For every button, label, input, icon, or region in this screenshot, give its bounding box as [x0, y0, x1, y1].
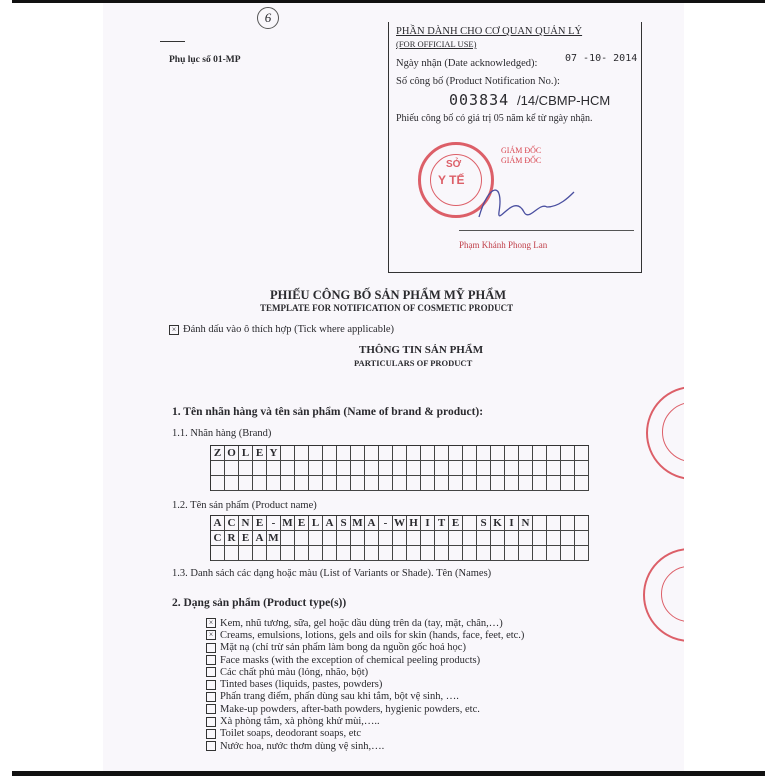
grid-cell: [575, 516, 589, 531]
notification-number: 003834: [449, 91, 510, 109]
grid-cell: [379, 476, 393, 491]
grid-cell: [561, 446, 575, 461]
grid-cell: [533, 476, 547, 491]
product-type-label: Các chất phủ màu (lỏng, nhão, bột): [220, 666, 369, 678]
grid-cell: [295, 531, 309, 546]
product-type-label: Tinted bases (liquids, pastes, powders): [220, 679, 383, 691]
position-title-2: GIÁM ĐỐC: [501, 156, 542, 165]
appendix-label: Phụ lục số 01-MP: [169, 55, 241, 65]
product-name-grid: [210, 515, 589, 561]
grid-cell: [365, 546, 379, 561]
signer-name: Phạm Khánh Phong Lan: [459, 240, 548, 250]
grid-cell: [281, 446, 295, 461]
grid-cell: L: [239, 446, 253, 461]
document-page: [103, 3, 684, 771]
grid-cell: [225, 476, 239, 491]
signature: [469, 172, 579, 232]
grid-cell: [561, 461, 575, 476]
grid-cell: [477, 476, 491, 491]
grid-cell: [309, 546, 323, 561]
grid-cell: [407, 476, 421, 491]
grid-cell: [267, 461, 281, 476]
grid-cell: [281, 546, 295, 561]
grid-cell: [281, 531, 295, 546]
grid-cell: H: [407, 516, 421, 531]
grid-cell: [505, 546, 519, 561]
grid-cell: [533, 446, 547, 461]
signature-line: [459, 230, 634, 231]
product-type-option[interactable]: [206, 654, 524, 666]
checkbox-icon[interactable]: [206, 655, 216, 665]
product-type-option[interactable]: [206, 617, 524, 629]
product-type-option[interactable]: [206, 629, 524, 641]
grid-cell: [379, 461, 393, 476]
seal-text-top: SỞ: [446, 159, 462, 170]
company-seal-1: [646, 386, 684, 480]
grid-cell: [519, 446, 533, 461]
grid-cell: [575, 546, 589, 561]
grid-cell: [253, 461, 267, 476]
grid-cell: [491, 546, 505, 561]
grid-cell: -: [267, 516, 281, 531]
grid-cell: M: [267, 531, 281, 546]
date-value: 07 -10- 2014: [565, 53, 638, 64]
grid-cell: [253, 546, 267, 561]
product-type-label: Xà phòng tắm, xà phòng khử mùi,…..: [220, 716, 380, 728]
grid-cell: [505, 461, 519, 476]
grid-cell: [519, 476, 533, 491]
grid-cell: [421, 476, 435, 491]
checkbox-icon[interactable]: [206, 741, 216, 751]
grid-cell: [337, 461, 351, 476]
product-type-option[interactable]: [206, 715, 524, 727]
grid-cell: K: [491, 516, 505, 531]
grid-cell: [351, 531, 365, 546]
grid-cell: [211, 461, 225, 476]
grid-cell: [365, 531, 379, 546]
grid-cell: [463, 531, 477, 546]
grid-cell: [477, 546, 491, 561]
grid-cell: [295, 476, 309, 491]
product-type-option[interactable]: [206, 691, 524, 703]
product-type-label: Toilet soaps, deodorant soaps, etc: [220, 728, 361, 740]
grid-cell: T: [435, 516, 449, 531]
tick-note-text: Đánh dấu vào ô thích hợp (Tick where applicable): [183, 324, 395, 335]
grid-cell: O: [225, 446, 239, 461]
grid-cell: W: [394, 517, 405, 529]
product-type-label: Make-up powders, after-bath powders, hygienic powders, etc.: [220, 703, 480, 715]
checkbox-icon[interactable]: [206, 717, 216, 727]
grid-cell: [547, 476, 561, 491]
grid-cell: [407, 546, 421, 561]
grid-cell: [393, 531, 407, 546]
grid-cell: [337, 476, 351, 491]
product-type-option[interactable]: [206, 728, 524, 740]
variants-label: 1.3. Danh sách các dạng hoặc màu (List of Variants or Shade). Tên (Names): [172, 568, 492, 579]
grid-cell: [547, 516, 561, 531]
grid-cell: [295, 446, 309, 461]
grid-cell: [547, 461, 561, 476]
grid-cell: [463, 461, 477, 476]
product-type-option[interactable]: [206, 666, 524, 678]
grid-cell: Z: [211, 446, 225, 461]
official-seal-partial: [643, 548, 684, 642]
grid-cell: E: [295, 516, 309, 531]
grid-cell: [449, 461, 463, 476]
grid-cell: [309, 461, 323, 476]
grid-cell: [491, 461, 505, 476]
grid-cell: [337, 446, 351, 461]
grid-cell: [533, 461, 547, 476]
grid-cell: [323, 476, 337, 491]
grid-cell: [421, 461, 435, 476]
grid-cell: [365, 461, 379, 476]
checked-checkbox-icon[interactable]: ×: [206, 630, 216, 640]
grid-cell: [533, 516, 547, 531]
grid-cell: E: [253, 516, 267, 531]
grid-cell: [561, 546, 575, 561]
form-title-en: TEMPLATE FOR NOTIFICATION OF COSMETIC PRODUCT: [260, 303, 514, 313]
grid-cell: [281, 476, 295, 491]
grid-cell: [463, 446, 477, 461]
grid-cell: -: [379, 516, 393, 531]
grid-cell: [393, 461, 407, 476]
product-type-option[interactable]: [206, 703, 524, 715]
grid-cell: M: [351, 516, 365, 531]
grid-cell: [337, 531, 351, 546]
brand-grid: [210, 445, 589, 491]
grid-cell: I: [505, 516, 519, 531]
grid-cell: [449, 531, 463, 546]
grid-cell: [379, 546, 393, 561]
product-type-option[interactable]: [206, 678, 524, 690]
official-use-box: [388, 22, 642, 273]
checkbox-icon[interactable]: [206, 680, 216, 690]
grid-cell: M: [281, 516, 295, 531]
grid-cell: [421, 531, 435, 546]
grid-cell: [267, 476, 281, 491]
grid-cell: [477, 531, 491, 546]
grid-cell: [491, 531, 505, 546]
grid-cell: A: [253, 531, 267, 546]
grid-cell: [561, 476, 575, 491]
grid-cell: [449, 476, 463, 491]
checked-checkbox-icon[interactable]: ×: [206, 618, 216, 628]
position-title-1: GIÁM ĐỐC: [501, 146, 542, 155]
grid-cell: [561, 531, 575, 546]
grid-cell: [407, 446, 421, 461]
grid-cell: [533, 531, 547, 546]
grid-cell: [225, 461, 239, 476]
grid-cell: [435, 546, 449, 561]
notification-suffix: /14/CBMP-HCM: [517, 93, 611, 108]
grid-cell: [421, 446, 435, 461]
product-type-option[interactable]: [206, 642, 524, 654]
grid-cell: [309, 446, 323, 461]
grid-cell: [295, 461, 309, 476]
grid-cell: [365, 476, 379, 491]
grid-cell: E: [253, 446, 267, 461]
grid-cell: [491, 476, 505, 491]
grid-cell: [365, 446, 379, 461]
grid-cell: A: [365, 516, 379, 531]
grid-cell: [575, 476, 589, 491]
grid-cell: [547, 546, 561, 561]
grid-cell: [463, 546, 477, 561]
grid-cell: [505, 446, 519, 461]
grid-cell: [533, 546, 547, 561]
grid-cell: [351, 546, 365, 561]
tick-note: [169, 324, 394, 335]
grid-cell: S: [337, 516, 351, 531]
grid-cell: [225, 546, 239, 561]
official-title: PHẦN DÀNH CHO CƠ QUAN QUẢN LÝ: [396, 26, 583, 37]
grid-cell: [435, 446, 449, 461]
grid-cell: [351, 476, 365, 491]
product-type-label: Kem, nhũ tương, sữa, gel hoặc dầu dùng trên da (tay, mặt, chân,…): [220, 617, 503, 629]
grid-cell: [575, 531, 589, 546]
grid-cell: A: [211, 516, 225, 531]
grid-cell: [519, 461, 533, 476]
grid-cell: [519, 546, 533, 561]
grid-cell: [323, 531, 337, 546]
scribble-line: [160, 41, 185, 42]
grid-cell: [519, 531, 533, 546]
product-type-option[interactable]: [206, 740, 524, 752]
grid-cell: [575, 446, 589, 461]
grid-cell: [379, 446, 393, 461]
validity-note: Phiếu công bố có giá trị 05 năm kể từ ngày nhận.: [396, 113, 593, 124]
product-type-label: Phấn trang điểm, phấn dùng sau khi tắm, bột vệ sinh, ….: [220, 691, 459, 703]
grid-cell: [435, 476, 449, 491]
number-label: Số công bố (Product Notification No.):: [396, 76, 560, 87]
checkbox-icon[interactable]: [206, 729, 216, 739]
grid-cell: A: [323, 516, 337, 531]
grid-cell: [435, 461, 449, 476]
grid-cell: [575, 461, 589, 476]
official-subtitle: (FOR OFFICIAL USE): [396, 39, 477, 49]
grid-cell: [547, 446, 561, 461]
brand-label: 1.1. Nhãn hàng (Brand): [172, 428, 272, 439]
grid-cell: N: [519, 516, 533, 531]
product-type-label: Face masks (with the exception of chemical peeling products): [220, 654, 481, 666]
product-name-label: 1.2. Tên sản phẩm (Product name): [172, 500, 317, 511]
grid-cell: [449, 546, 463, 561]
grid-cell: [561, 516, 575, 531]
grid-cell: [211, 546, 225, 561]
grid-cell: [379, 531, 393, 546]
section-1-title: 1. Tên nhãn hàng và tên sản phẩm (Name of brand & product):: [172, 406, 484, 418]
grid-cell: R: [225, 531, 239, 546]
checkbox-icon[interactable]: [206, 704, 216, 714]
grid-cell: [295, 546, 309, 561]
section-heading-en: PARTICULARS OF PRODUCT: [354, 358, 473, 368]
grid-cell: C: [211, 531, 225, 546]
product-type-label: Creams, emulsions, lotions, gels and oils for skin (hands, face, feet, etc.): [220, 629, 525, 641]
product-type-list: [206, 617, 524, 752]
grid-cell: N: [239, 516, 253, 531]
date-label: Ngày nhận (Date acknowledged):: [396, 58, 538, 69]
grid-cell: [449, 446, 463, 461]
grid-cell: [253, 476, 267, 491]
seal-text-bottom: Y TẾ: [438, 173, 465, 187]
grid-cell: [309, 531, 323, 546]
grid-cell: [421, 546, 435, 561]
grid-cell: [547, 531, 561, 546]
section-2-title: 2. Dạng sản phẩm (Product type(s)): [172, 597, 347, 609]
page-number-mark: 6: [257, 7, 279, 29]
grid-cell: [267, 546, 281, 561]
grid-cell: [477, 446, 491, 461]
grid-cell: [463, 476, 477, 491]
grid-cell: [239, 476, 253, 491]
grid-cell: [239, 461, 253, 476]
grid-cell: [407, 461, 421, 476]
grid-cell: [351, 446, 365, 461]
grid-cell: [477, 461, 491, 476]
grid-cell: S: [477, 516, 491, 531]
checked-checkbox-icon: ×: [169, 325, 179, 335]
grid-cell: [505, 476, 519, 491]
grid-cell: [281, 461, 295, 476]
grid-cell: Y: [267, 446, 281, 461]
checkbox-icon[interactable]: [206, 692, 216, 702]
product-type-label: Nước hoa, nước thơm dùng vệ sinh,….: [220, 740, 385, 752]
grid-cell: [323, 546, 337, 561]
grid-cell: [393, 546, 407, 561]
grid-cell: [407, 531, 421, 546]
product-type-label: Mặt nạ (chỉ trừ sản phẩm làm bong da nguồn gốc hoá học): [220, 642, 466, 654]
grid-cell: [337, 546, 351, 561]
grid-cell: [435, 531, 449, 546]
grid-cell: [323, 461, 337, 476]
section-heading: THÔNG TIN SẢN PHẨM: [359, 344, 484, 356]
grid-cell: L: [309, 516, 323, 531]
grid-cell: [393, 446, 407, 461]
grid-cell: E: [239, 531, 253, 546]
bottom-border: [12, 771, 765, 776]
grid-cell: C: [225, 516, 239, 531]
grid-cell: [239, 546, 253, 561]
grid-cell: E: [449, 516, 463, 531]
grid-cell: [351, 461, 365, 476]
form-title: PHIẾU CÔNG BỐ SẢN PHẨM MỸ PHẨM: [270, 288, 507, 302]
grid-cell: [211, 476, 225, 491]
grid-cell: [505, 531, 519, 546]
grid-cell: [393, 476, 407, 491]
grid-cell: [463, 516, 477, 531]
grid-cell: I: [421, 516, 435, 531]
grid-cell: [491, 446, 505, 461]
grid-cell: [309, 476, 323, 491]
checkbox-icon[interactable]: [206, 667, 216, 677]
checkbox-icon[interactable]: [206, 643, 216, 653]
grid-cell: [323, 446, 337, 461]
